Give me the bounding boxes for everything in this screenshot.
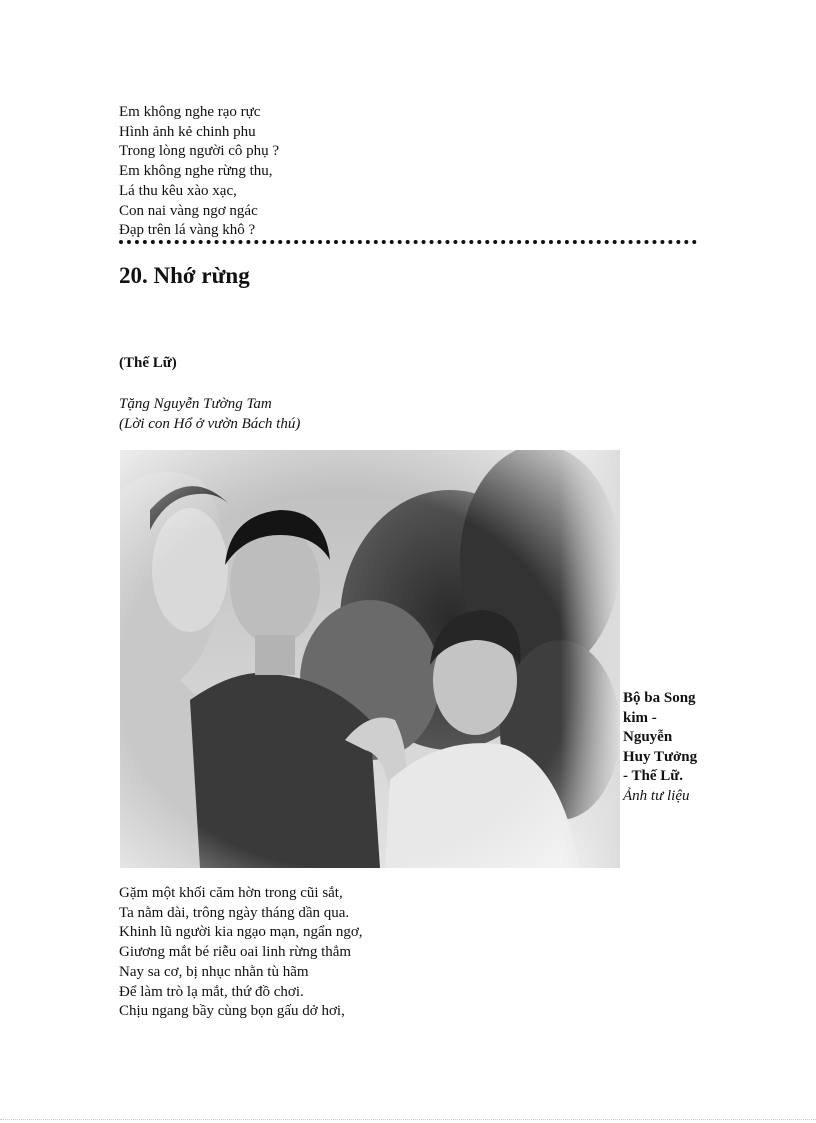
dedication-block [119, 394, 300, 434]
poem-line: Trong lòng người cô phụ ? [119, 143, 280, 160]
caption-credit: Ảnh tư liệu [623, 787, 690, 804]
poem-line: Em không nghe rạo rực [119, 104, 261, 120]
poem-line: Ta nằm dài, trông ngày tháng dần qua. [119, 904, 350, 921]
poem-line: Chịu ngang bầy cùng bọn gấu dở hơi, [119, 1003, 345, 1020]
section-divider [119, 240, 697, 244]
poem-stanza-top [119, 103, 279, 241]
poem-line: Giương mắt bé riễu oai linh rừng thẳm [119, 944, 352, 961]
page-edge-rule [0, 1119, 816, 1120]
poem-line: Khinh lũ người kia ngạo mạn, ngẩn ngơ, [119, 924, 363, 941]
poem-subtitle: (Lời con Hổ ở vườn Bách thú) [119, 416, 301, 432]
historical-photo [120, 450, 620, 868]
poem-line: Gặm một khối căm hờn trong cũi sắt, [119, 885, 343, 901]
photo-caption [623, 689, 703, 807]
poem-line: Đạp trên lá vàng khô ? [119, 222, 256, 239]
poem-line: Em không nghe rừng thu, [119, 163, 273, 180]
poem-author: (Thế Lữ) [119, 355, 177, 371]
dedication-text: Tặng Nguyễn Tường Tam [119, 396, 272, 412]
poem-line: Lá thu kêu xào xạc, [119, 182, 237, 199]
poem-line: Hình ảnh kẻ chinh phu [119, 123, 256, 140]
photo-illustration [120, 450, 620, 868]
poem-line: Để làm trò lạ mắt, thứ đồ chơi. [119, 983, 304, 1000]
caption-title: Bộ ba Song kim - Nguyễn Huy Tưởng - Thế Lữ. [623, 690, 698, 785]
poem-line: Nay sa cơ, bị nhục nhằn tù hãm [119, 963, 309, 980]
section-title: 20. Nhớ rừng [119, 263, 250, 288]
poem-stanza-bottom [119, 884, 363, 1022]
poem-line: Con nai vàng ngơ ngác [119, 202, 258, 219]
